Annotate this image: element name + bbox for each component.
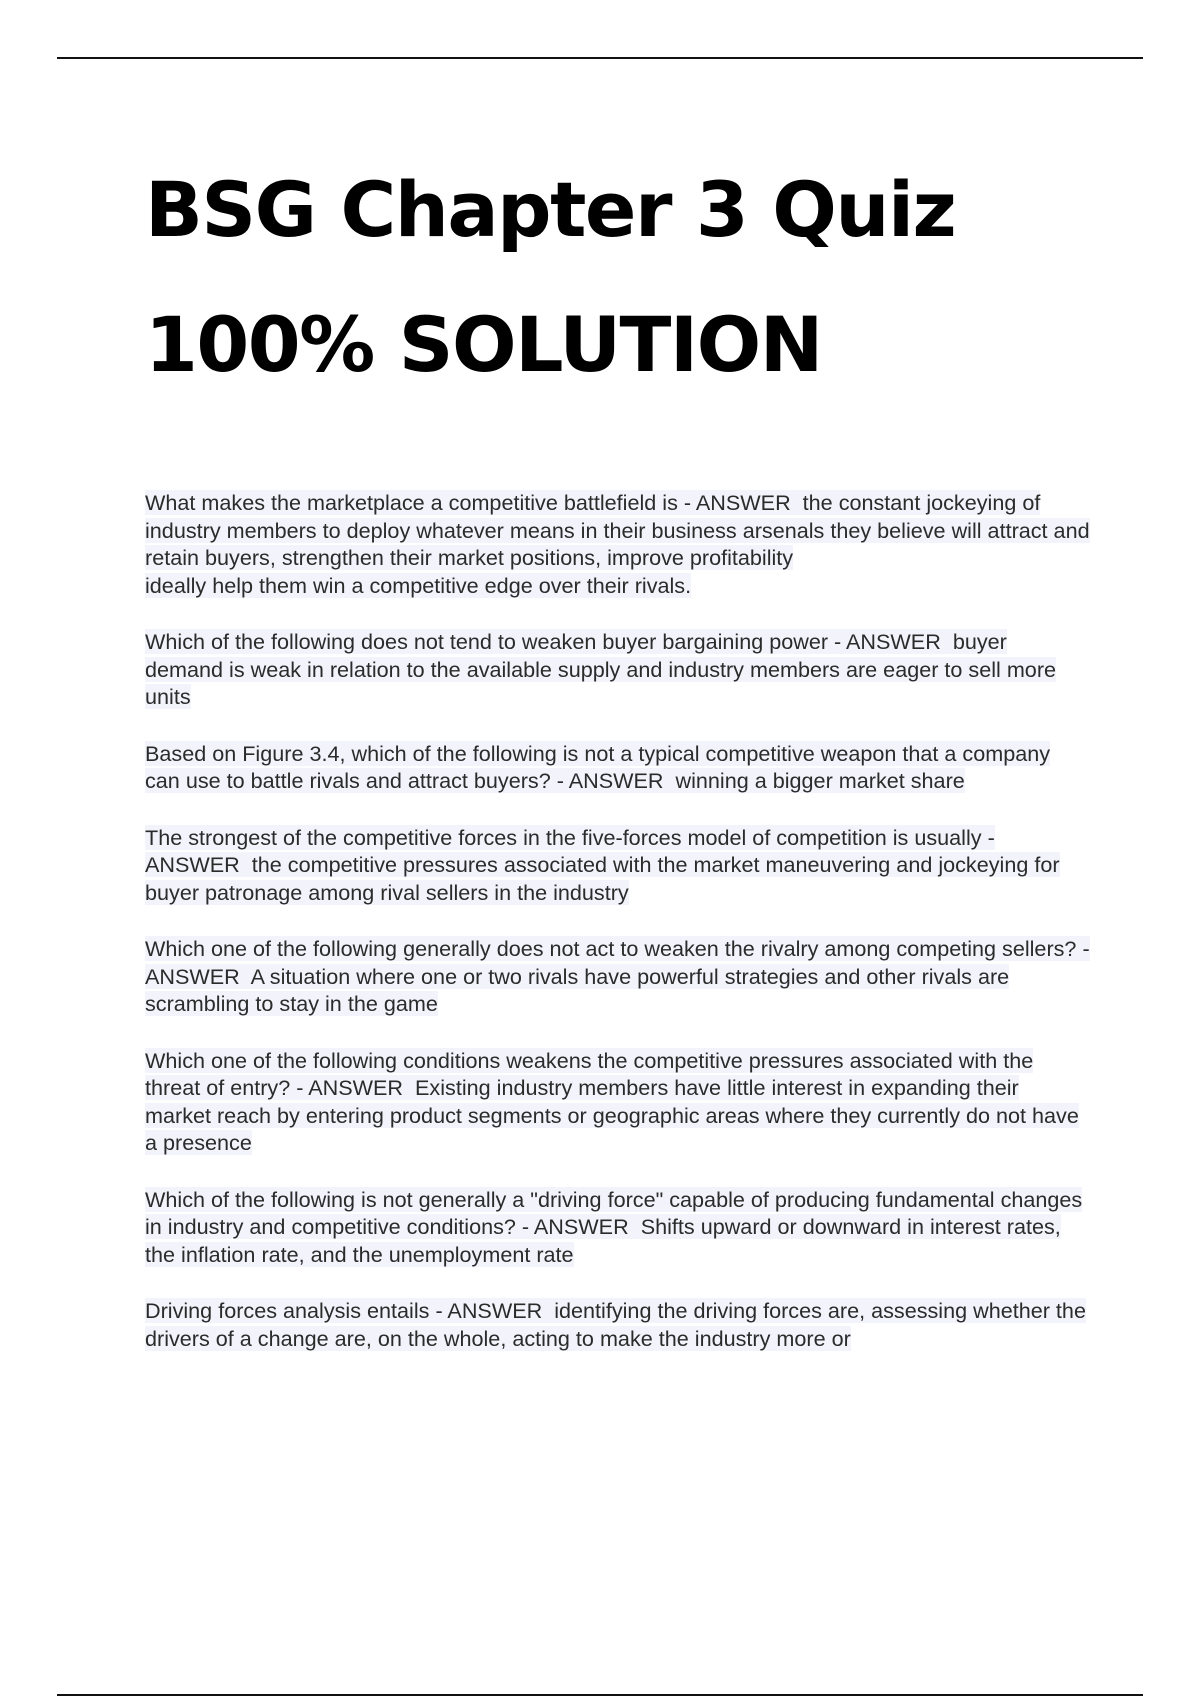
answer-text: the constant jockeying of industry members to deploy whatever means in their business arsenals they believe will attract and retain buyers, strengthen their market positions, improve profitability <box>145 490 1090 570</box>
qa-item <box>145 628 1090 711</box>
answer-text: the competitive pressures associated with the market maneuvering and jockeying for buyer patronage among rival sellers in the industry <box>145 852 1060 905</box>
answer-text: buyer demand is weak in relation to the available supply and industry members are eager to sell more units <box>145 629 1057 709</box>
qa-paragraph <box>145 740 1090 795</box>
qa-item <box>145 935 1090 1018</box>
answer-text: Shifts upward or downward in interest rates, the inflation rate, and the unemployment rate <box>145 1214 1061 1267</box>
answer-marker: - ANSWER <box>145 824 995 877</box>
answer-text: winning a bigger market share <box>675 768 965 793</box>
qa-item <box>145 489 1090 599</box>
answer-marker: - ANSWER <box>435 1298 543 1323</box>
answer-marker: - ANSWER <box>145 936 1090 989</box>
answer-text: ideally help them win a competitive edge over their rivals. <box>145 572 692 598</box>
answer-text: A situation where one or two rivals have powerful strategies and other rivals are scrambling to stay in the game <box>145 963 1010 1016</box>
qa-paragraph <box>145 824 1090 907</box>
question-text: Which of the following does not tend to weaken buyer bargaining power <box>145 629 829 654</box>
qa-list <box>145 489 1090 1381</box>
answer-marker: - ANSWER <box>556 768 664 793</box>
answer-text: identifying the driving forces are, assessing whether the drivers of a change are, on the whole, acting to make the industry more or <box>145 1298 1086 1351</box>
qa-item <box>145 1297 1090 1352</box>
footer-rule <box>57 1694 1143 1696</box>
answer-text: Existing industry members have little interest in expanding their market reach by entering product segments or geographic areas where they currently do not have a presence <box>145 1075 1079 1155</box>
question-text: Which one of the following generally does not act to weaken the rivalry among competing sellers? <box>145 936 1077 961</box>
qa-paragraph <box>145 628 1090 711</box>
question-text: Based on Figure 3.4, which of the following is not a typical competitive weapon that a company can use to battle rivals and attract buyers? <box>145 740 1051 793</box>
qa-paragraph <box>145 1297 1090 1352</box>
answer-marker: - ANSWER <box>834 629 941 654</box>
document-subtitle: 100% SOLUTION <box>145 300 822 389</box>
question-text: Driving forces analysis entails <box>145 1298 430 1323</box>
qa-item <box>145 1186 1090 1269</box>
answer-marker: - ANSWER <box>521 1214 629 1239</box>
qa-paragraph <box>145 489 1090 599</box>
question-text: Which of the following is not generally a "driving force" capable of producing fundamental changes in industry and competitive conditions? <box>145 1186 1083 1239</box>
answer-marker: - ANSWER <box>683 490 791 515</box>
header-rule <box>57 57 1143 59</box>
qa-paragraph <box>145 1186 1090 1269</box>
qa-item <box>145 824 1090 907</box>
answer-marker: - ANSWER <box>296 1075 404 1100</box>
qa-item <box>145 1047 1090 1157</box>
question-text: The strongest of the competitive forces in the five-forces model of competition is usually <box>145 824 982 850</box>
qa-paragraph <box>145 935 1090 1018</box>
document-title: BSG Chapter 3 Quiz <box>145 165 956 254</box>
question-text: Which one of the following conditions weakens the competitive pressures associated with the threat of entry? <box>145 1047 1034 1100</box>
qa-item <box>145 740 1090 795</box>
qa-paragraph <box>145 1047 1090 1157</box>
question-text: What makes the marketplace a competitive battlefield is <box>145 490 678 515</box>
